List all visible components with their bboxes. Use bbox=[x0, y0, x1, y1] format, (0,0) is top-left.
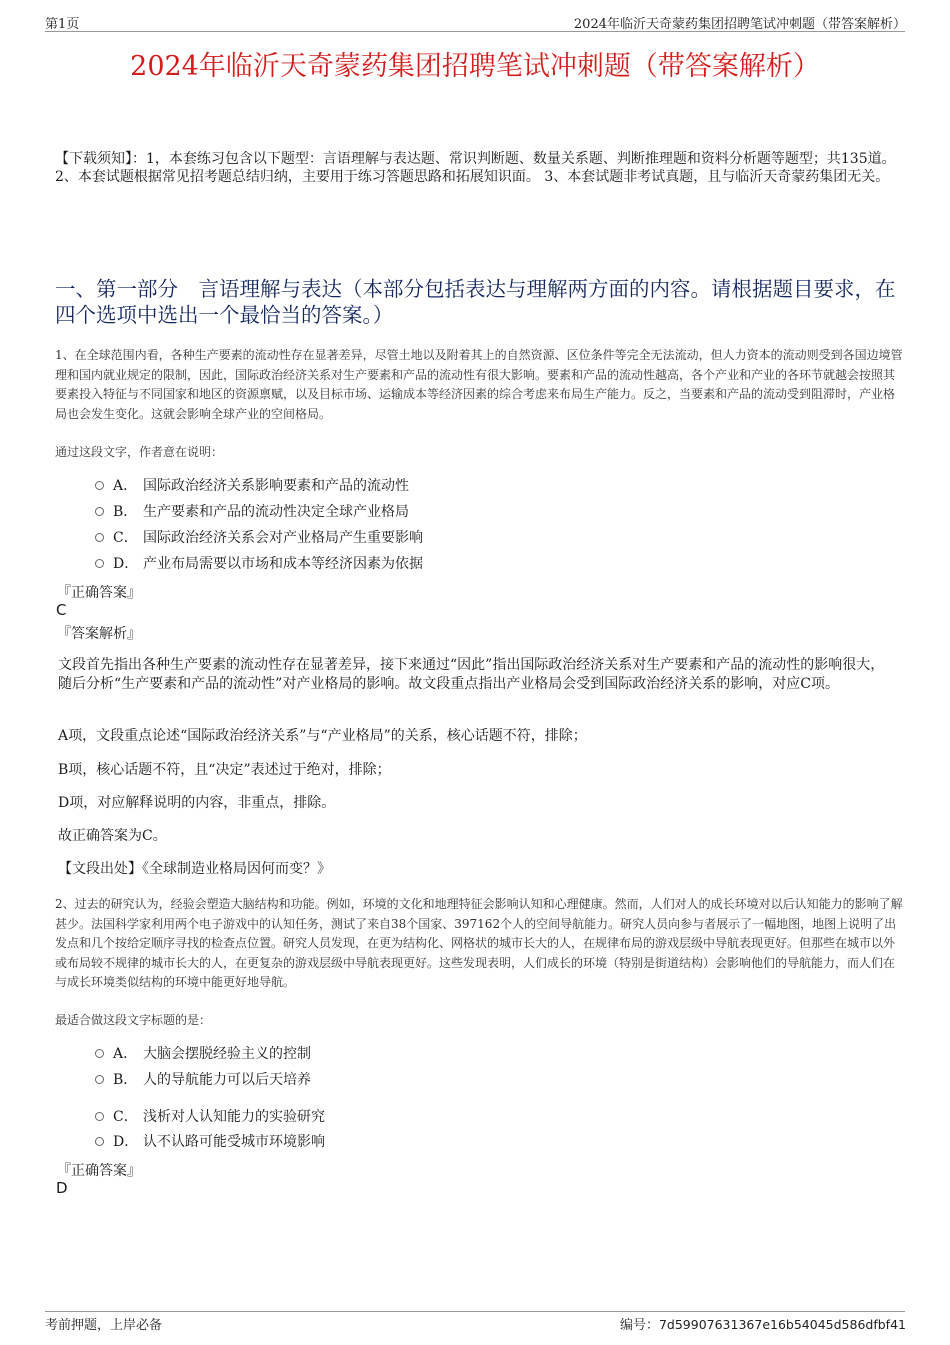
correct-answer-label: 『正确答案』 bbox=[57, 585, 141, 601]
question-2-option-d[interactable]: D． 认不认路可能受城市环境影响 bbox=[95, 1133, 325, 1151]
explanation-option-b: B项，核心话题不符，且“决定”表述过于绝对，排除； bbox=[58, 762, 391, 778]
explanation-option-d: D项，对应解释说明的内容，非重点，排除。 bbox=[58, 795, 336, 811]
footer-divider bbox=[45, 1311, 905, 1312]
question-2-stem: 最适合做这段文字标题的是： bbox=[55, 1013, 212, 1027]
running-header-title: 2024年临沂天奇蒙药集团招聘笔试冲刺题（带答案解析） bbox=[573, 17, 906, 32]
question-2-answer: D bbox=[56, 1179, 68, 1197]
explanation-conclusion: 故正确答案为C。 bbox=[58, 828, 167, 844]
radio-icon[interactable] bbox=[95, 533, 104, 542]
radio-icon[interactable] bbox=[95, 507, 104, 516]
question-1-explanation: 文段首先指出各种生产要素的流动性存在显著差异，接下来通过“因此”指出国际政治经济关系对生产要素和产品的流动性的影响很大，随后分析“生产要素和产品的流动性”对产业格局的影响。故文段重点指出产业格局会受到国际政治经济关系的影响，对应C项。 bbox=[58, 657, 885, 692]
passage-source: 【文段出处】《全球制造业格局因何而变？》 bbox=[58, 861, 331, 877]
document-title: 2024年临沂天奇蒙药集团招聘笔试冲刺题（带答案解析） bbox=[130, 51, 820, 82]
question-2-option-c[interactable]: C． 浅析对人认知能力的实验研究 bbox=[95, 1108, 325, 1126]
radio-icon[interactable] bbox=[95, 481, 104, 490]
radio-icon[interactable] bbox=[95, 1075, 104, 1084]
section-heading: 一、第一部分 言语理解与表达（本部分包括表达与理解两方面的内容。请根据题目要求，在四个选项中选出一个最恰当的答案。） bbox=[55, 277, 896, 327]
page-number: 第1页 bbox=[45, 17, 80, 32]
question-1-option-b[interactable]: B． 生产要素和产品的流动性决定全球产业格局 bbox=[95, 503, 409, 521]
explanation-option-a: A项，文段重点论述“国际政治经济关系”与“产业格局”的关系，核心话题不符，排除； bbox=[58, 728, 587, 744]
question-2-passage: 2、过去的研究认为，经验会塑造大脑结构和功能。例如，环境的文化和地理特征会影响认知和心理健康。然而，人们对人的成长环境对以后认知能力的影响了解甚少。法国科学家利用两个电子游戏中的认知任务，测试了来自38个国家、397162个人的空间导航能力。研究人员向参与者展示了一幅地图，地图上说明了出发点和几个按给定顺序寻找的检查点位置。研究人员发现，在更为结构化、网格状的城市长大的人，在规律布局的游戏层级中导航表现更好。但那些在城市以外或布局较不规律的城市长大的人，在更复杂的游戏层级中导航表现更好。这些发现表明，人们成长的环境（特别是街道结构）会影响他们的导航能力，而人们在与成长环境类似结构的环境中能更好地导航。 bbox=[55, 897, 903, 989]
question-1-option-c[interactable]: C． 国际政治经济关系会对产业格局产生重要影响 bbox=[95, 529, 423, 547]
correct-answer-label: 『正确答案』 bbox=[57, 1163, 141, 1179]
header-divider bbox=[45, 31, 905, 32]
question-1-passage: 1、在全球范围内看，各种生产要素的流动性存在显著差异，尽管土地以及附着其上的自然资源、区位条件等完全无法流动，但人力资本的流动则受到各国边境管理和国内就业规定的限制，因此，国际政治经济关系对生产要素和产品的流动性有很大影响。要素和产品的流动性越高，各个产业和产业的各环节就越会按照其要素投入特征与不同国家和地区的资源禀赋，以及目标市场、运输成本等经济因素的综合考虑来布局生产能力。反之，当要素和产品的流动受到阻滞时，产业格局也会发生变化。这就会影响全球产业的空间格局。 bbox=[55, 348, 903, 421]
question-2-option-b[interactable]: B． 人的导航能力可以后天培养 bbox=[95, 1071, 311, 1089]
document-code: 编号：7d59907631367e16b54045d586dfbf41 bbox=[619, 1317, 906, 1333]
question-1-stem: 通过这段文字，作者意在说明： bbox=[55, 445, 224, 459]
question-1-answer: C bbox=[56, 601, 67, 619]
radio-icon[interactable] bbox=[95, 1137, 104, 1146]
radio-icon[interactable] bbox=[95, 559, 104, 568]
question-1-option-d[interactable]: D． 产业布局需要以市场和成本等经济因素为依据 bbox=[95, 555, 423, 573]
question-1-option-a[interactable]: A． 国际政治经济关系影响要素和产品的流动性 bbox=[95, 477, 409, 495]
question-2-option-a[interactable]: A． 大脑会摆脱经验主义的控制 bbox=[95, 1045, 311, 1063]
footer-slogan: 考前押题，上岸必备 bbox=[45, 1318, 163, 1333]
analysis-label: 『答案解析』 bbox=[57, 626, 141, 642]
radio-icon[interactable] bbox=[95, 1112, 104, 1121]
download-notice: 【下载须知】：1，本套练习包含以下题型：言语理解与表达题、常识判断题、数量关系题、判断推理题和资料分析题等题型；共135道。 2、本套试题根据常见招考题总结归纳，主要用于练习答题思路和拓展知识面。 3、本套试题非考试真题，且与临沂天奇蒙药集团无关。 bbox=[55, 151, 896, 185]
radio-icon[interactable] bbox=[95, 1049, 104, 1058]
